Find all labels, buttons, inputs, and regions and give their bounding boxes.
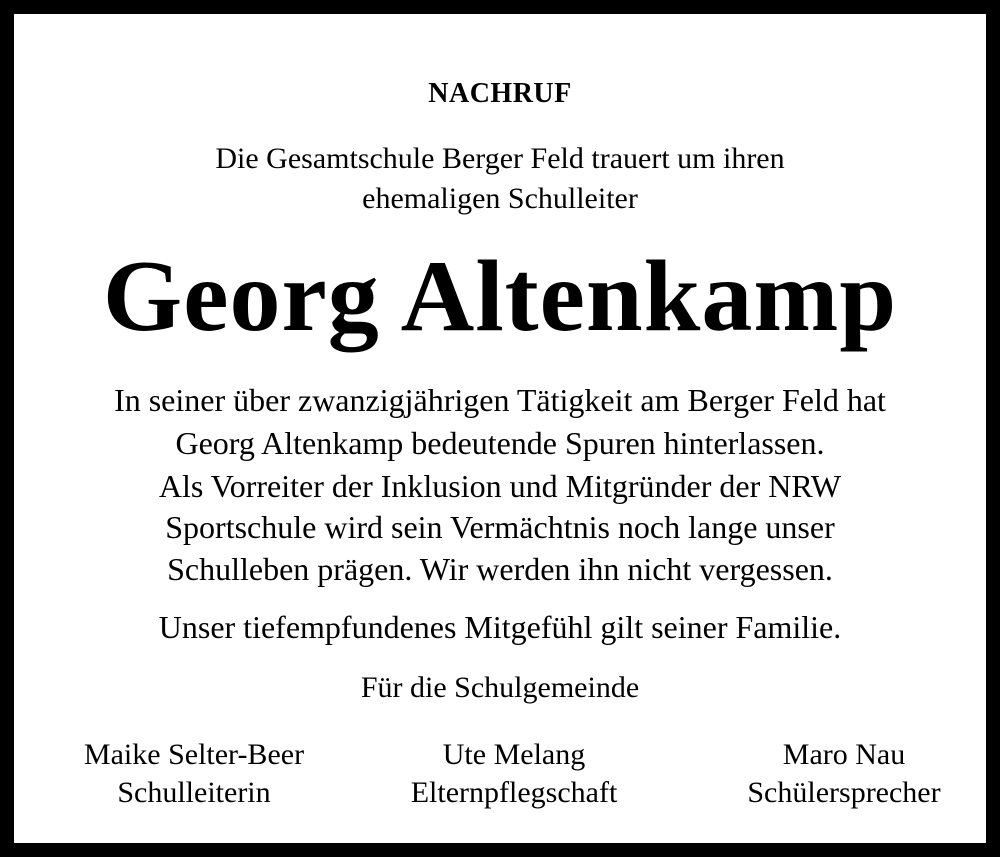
signatory-2 [364,736,664,812]
signatory-1 [44,736,344,812]
sympathy-line: Unser tiefempfundenes Mitgefühl gilt seiner Familie. [158,609,842,645]
community-line: Für die Schulgemeinde [360,671,640,704]
signatory-role: Schülersprecher [747,776,941,809]
signatory-role: Schulleiterin [117,776,271,809]
intro-line-2: ehemaligen Schulleiter [362,182,638,215]
body-line-1: In seiner über zwanzigjährigen Tätigkeit am Berger Feld hat [114,382,886,418]
body-line-3: Als Vorreiter der Inklusion und Mitgründer der NRW [158,468,842,504]
signatory-name: Ute Melang [442,738,586,771]
signatory-role: Elternpflegschaft [410,776,618,809]
deceased-name: Georg Altenkamp [102,240,898,353]
intro-line-1: Die Gesamtschule Berger Feld trauert um ihren [215,142,785,175]
signatory-name: Maro Nau [782,738,906,771]
signatory-3 [694,736,994,812]
signatory-name: Maike Selter-Beer [83,738,305,771]
body-line-2: Georg Altenkamp bedeutende Spuren hinterlassen. [175,425,825,461]
obituary-heading: NACHRUF [428,78,572,109]
body-line-5: Schulleben prägen. Wir werden ihn nicht vergessen. [167,551,833,587]
body-line-4: Sportschule wird sein Vermächtnis noch lange unser [165,509,835,545]
